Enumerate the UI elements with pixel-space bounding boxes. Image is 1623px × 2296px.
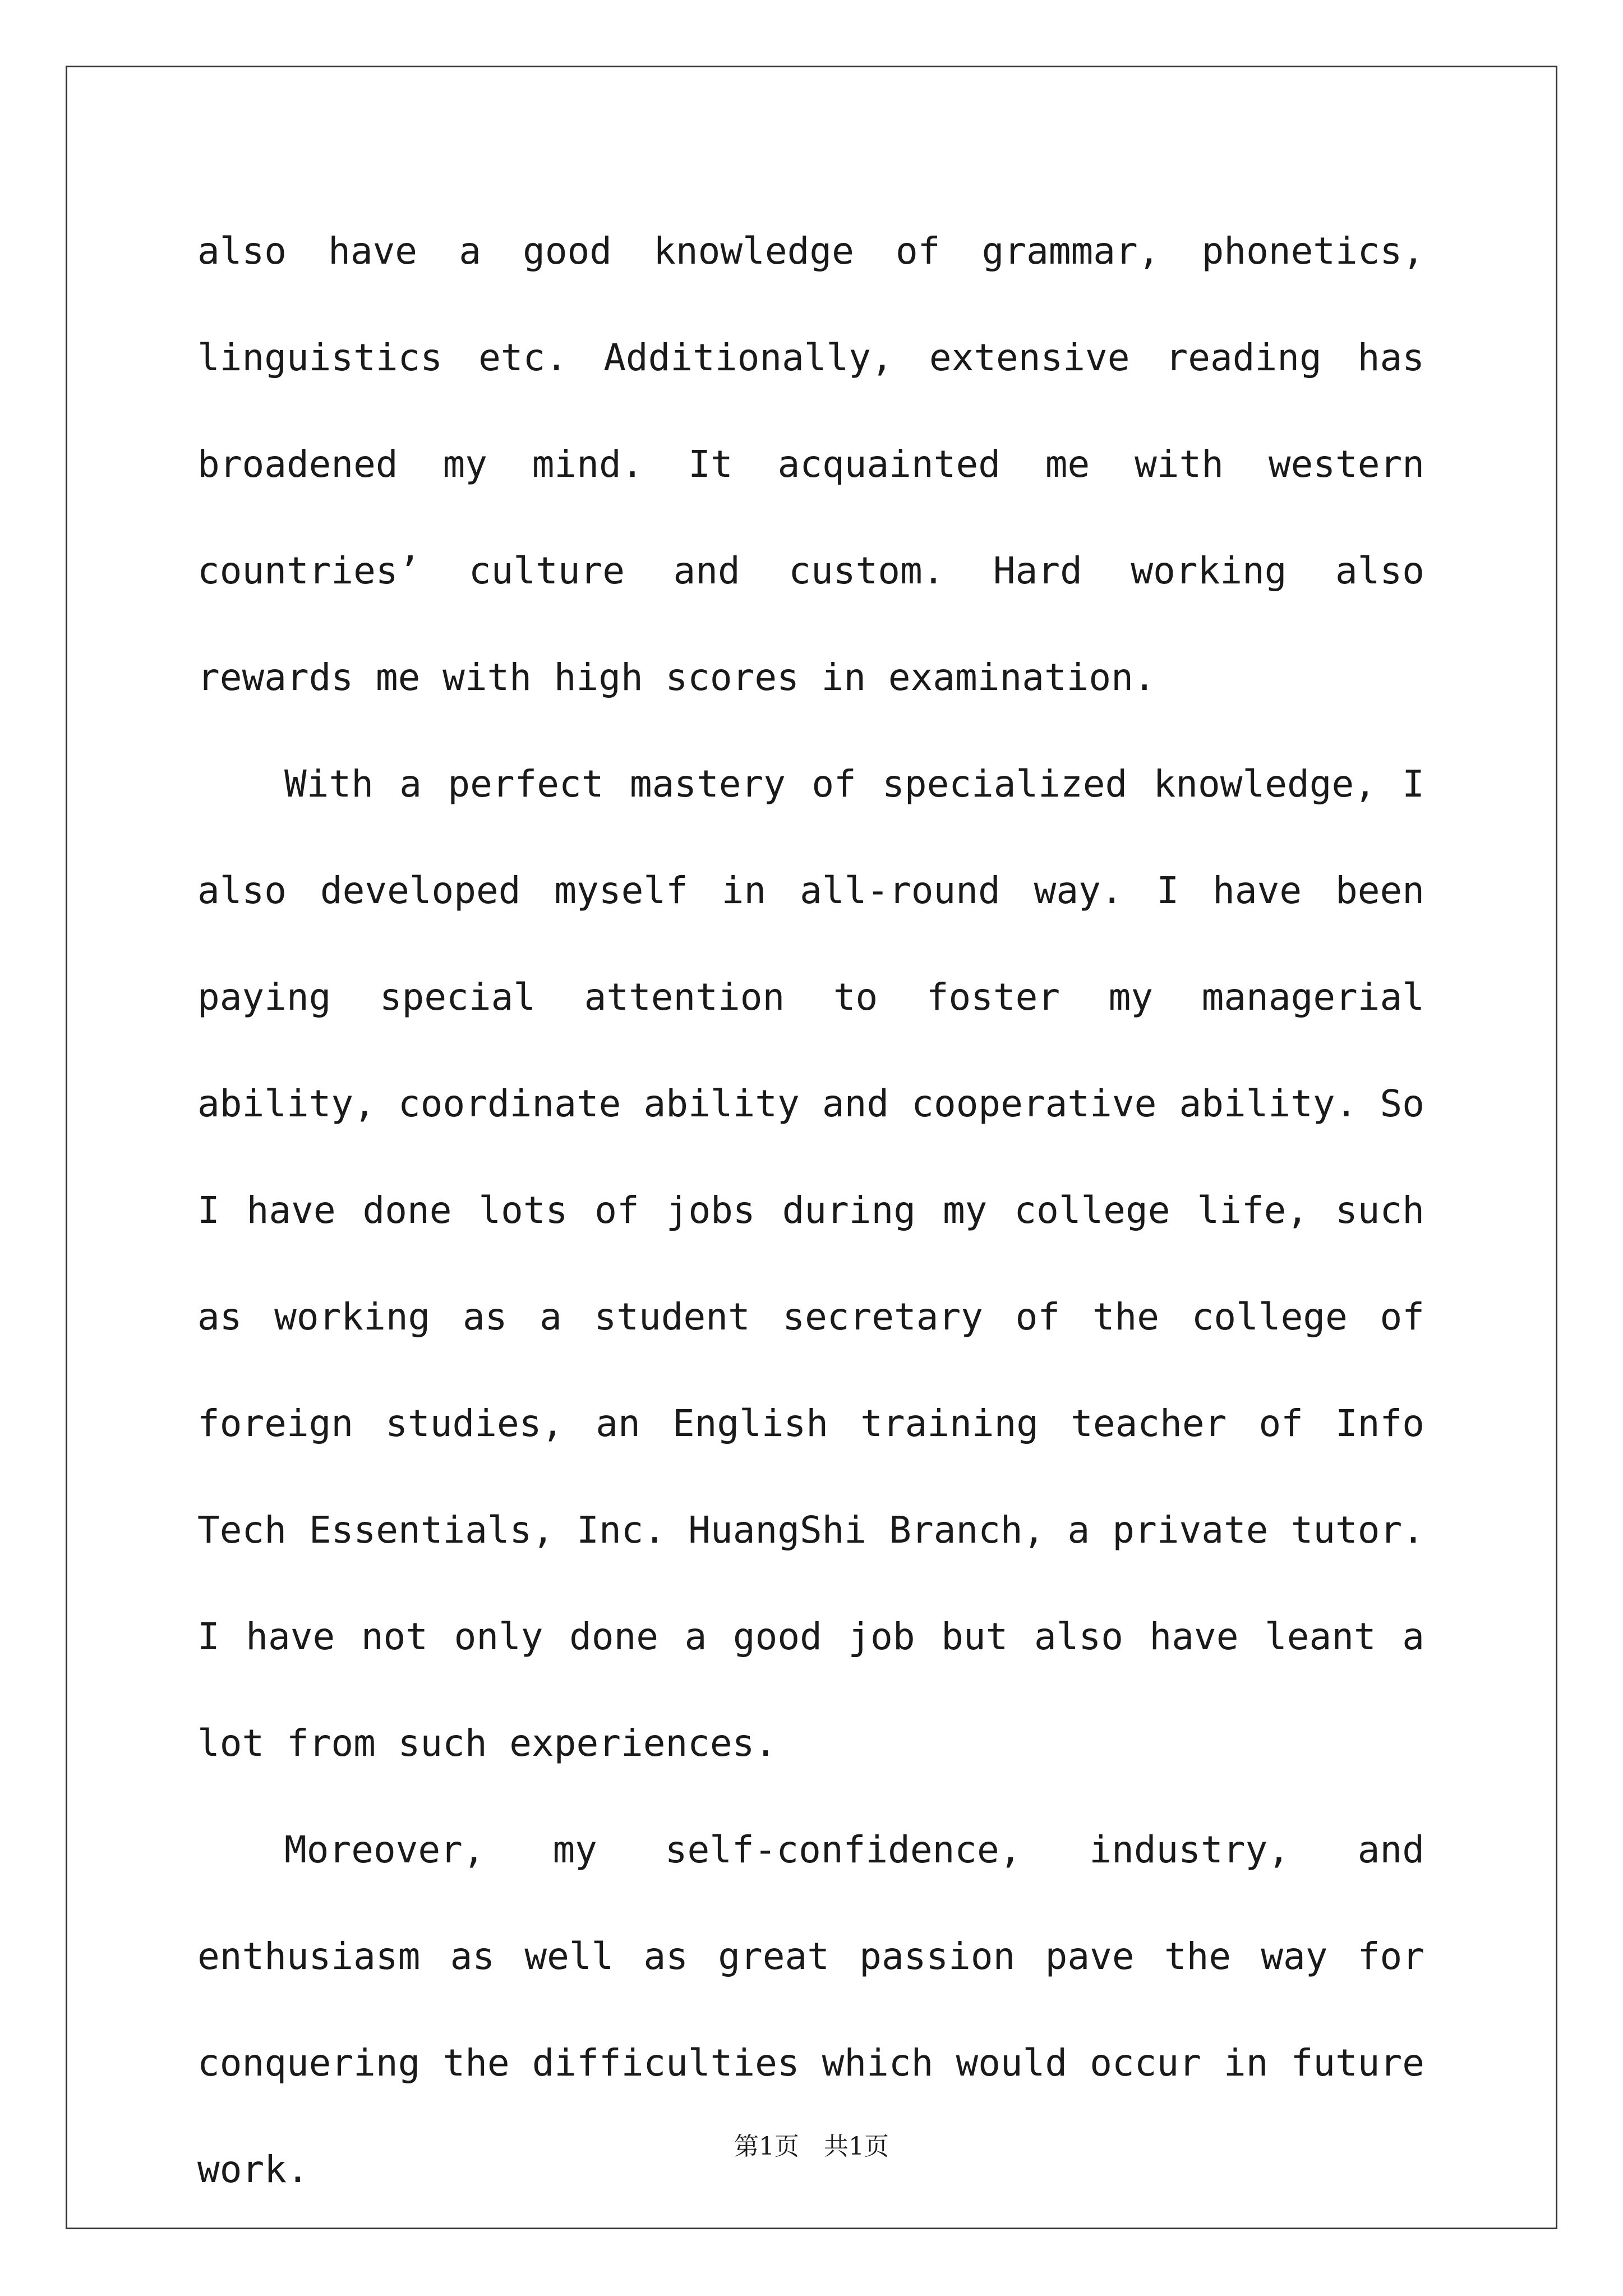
page-number-footer: 第1页 共1页 <box>734 2132 889 2161</box>
paragraph-1: also have a good knowledge of grammar, phonetics, linguistics etc. Additionally, extensive reading has broadened my mind. It acquainted me with western countries’ culture and custom. Hard working also rewards me with high scores in examination. <box>197 229 1424 699</box>
paragraph-3: Moreover, my self-confidence, industry, and enthusiasm as well as great passion pave the way for conquering the difficulties which would occur in future work. <box>197 1828 1424 2191</box>
document-body <box>197 198 1424 2223</box>
paragraph-2: With a perfect mastery of specialized knowledge, I also developed myself in all-round way. I have been paying special attention to foster my managerial ability, coordinate ability and cooperative ability. So I have done lots of jobs during my college life, such as working as a student secretary of the college of foreign studies, an English training teacher of Info Tech Essentials, Inc. HuangShi Branch, a private tutor. I have not only done a good job but also have leant a lot from such experiences. <box>197 762 1424 1765</box>
